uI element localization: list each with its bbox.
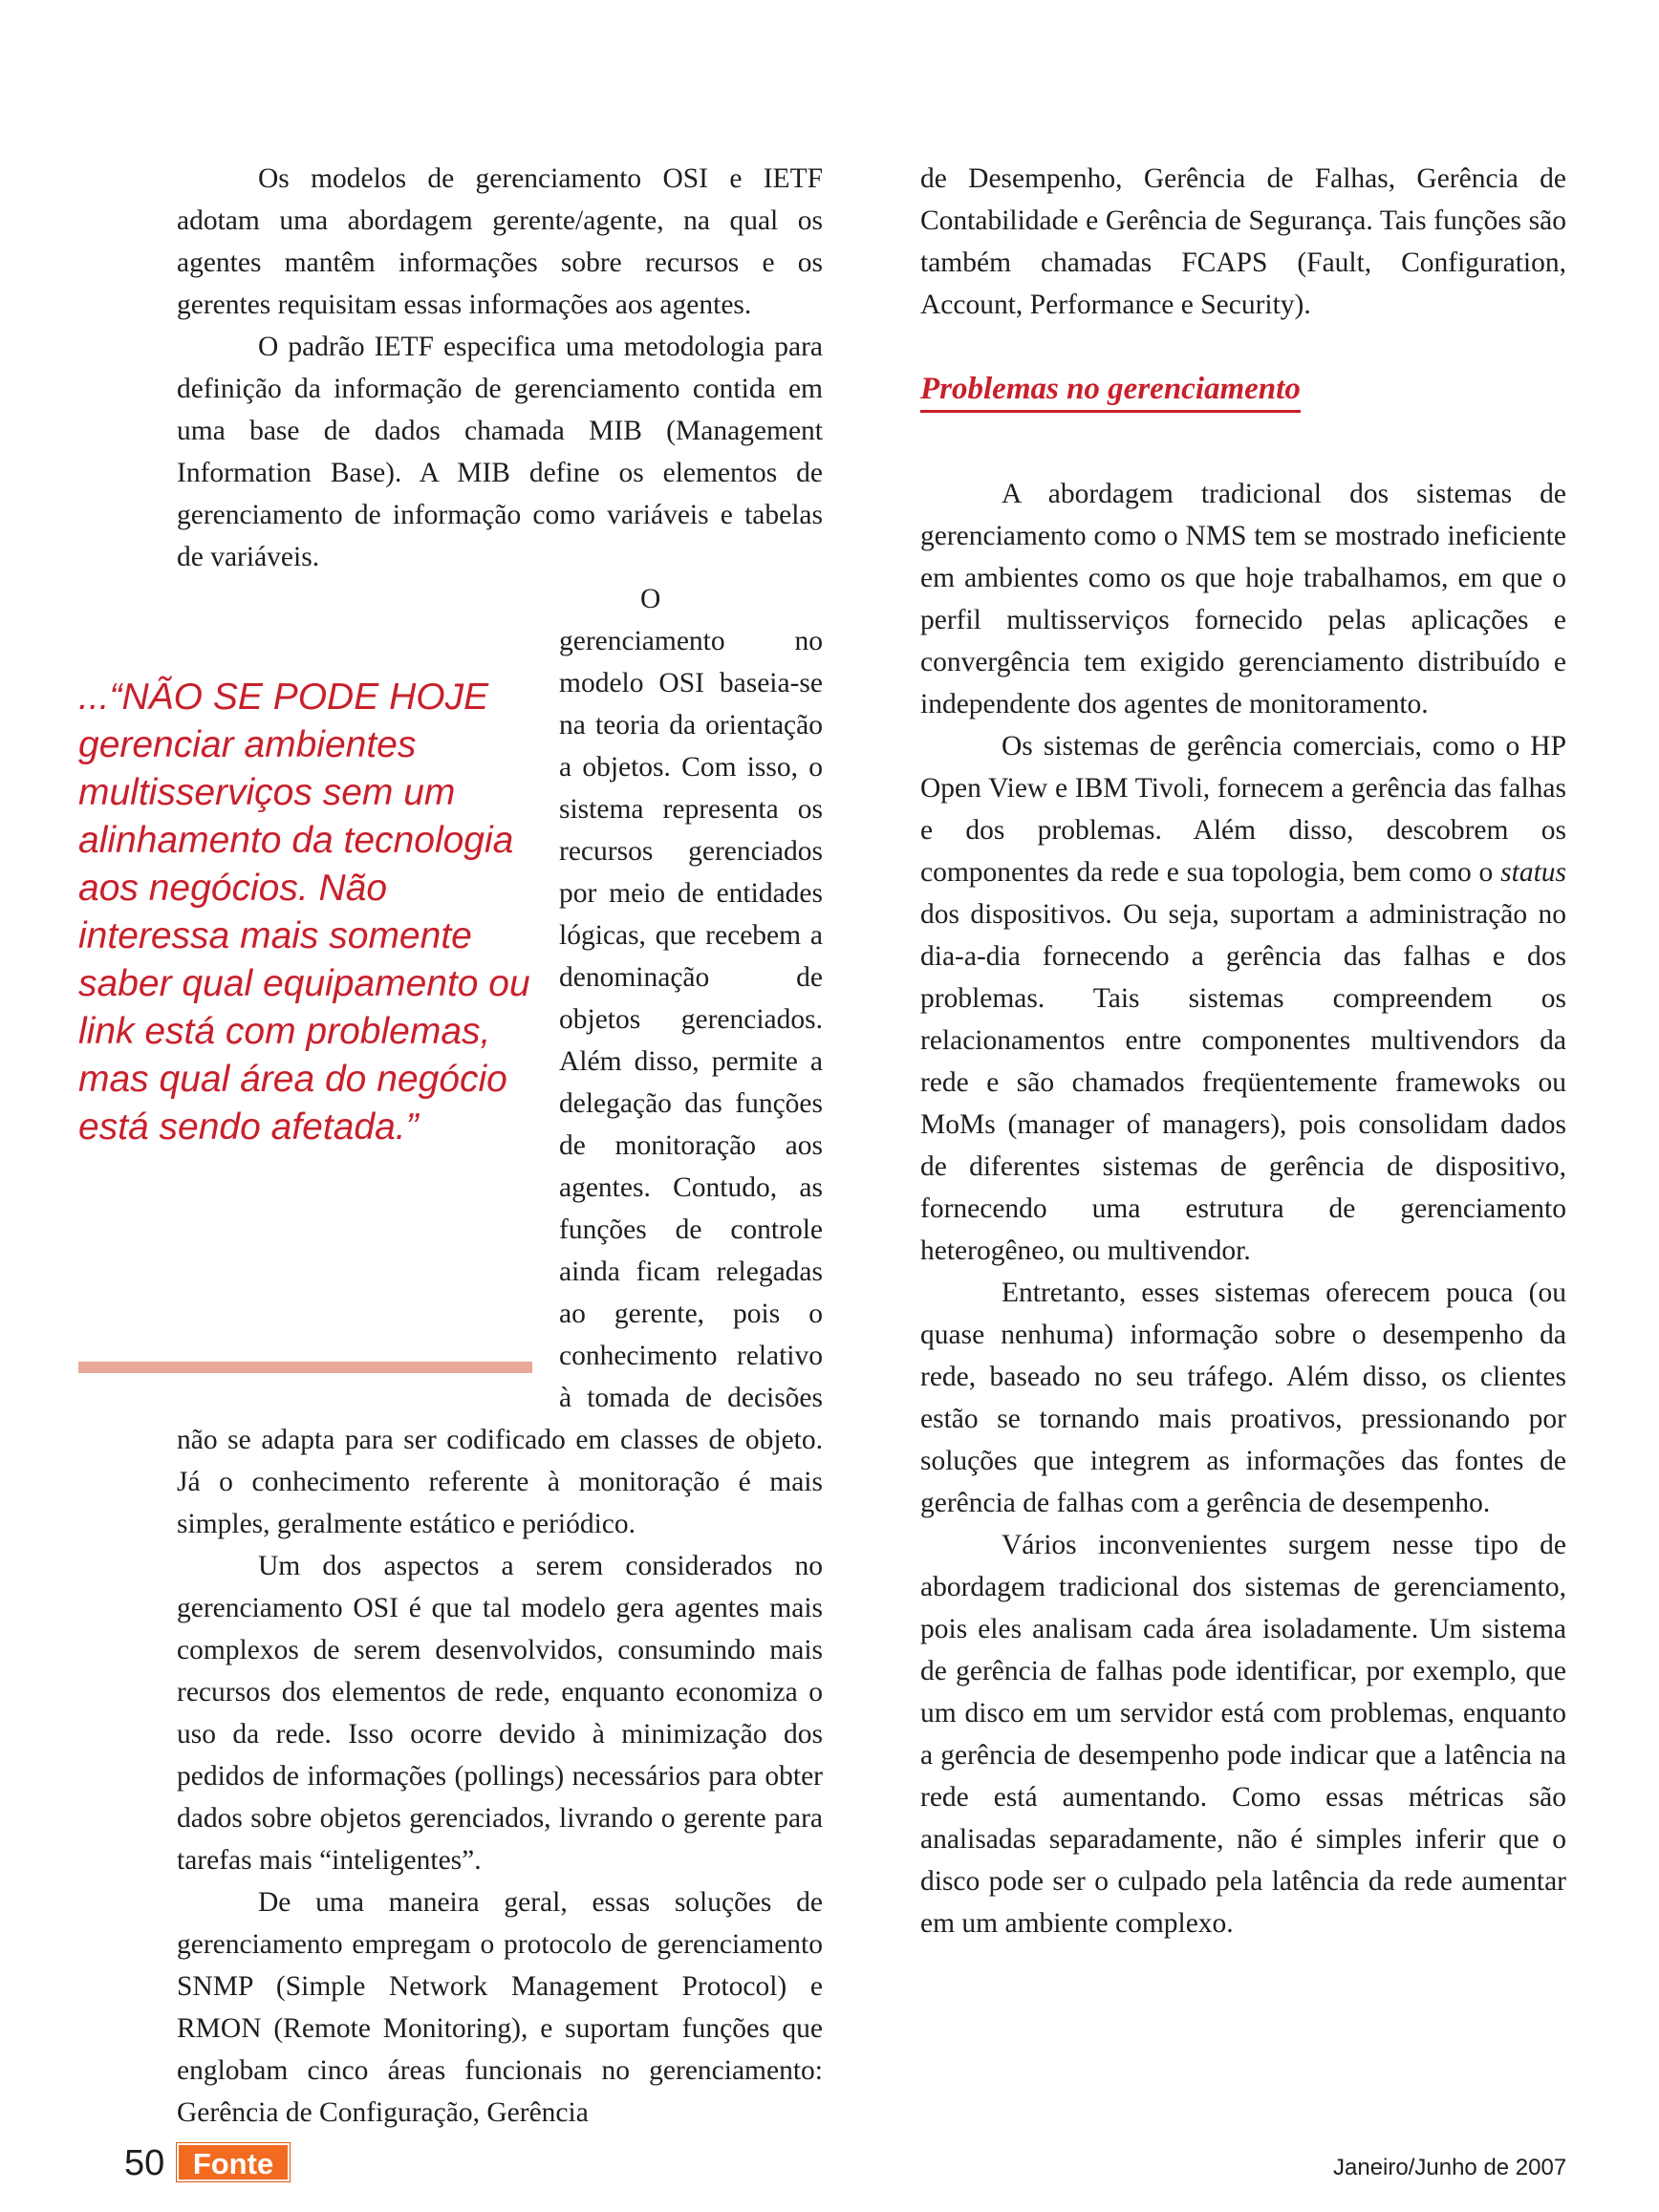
right-column xyxy=(920,158,1566,1944)
body-paragraph: Um dos aspectos a serem considerados no gerenciamento OSI é que tal modelo gera agentes mais complexos de serem desenvolvidos, consumindo mais recursos dos elementos de rede, enquanto economiza o uso da rede. Isso ocorre devido à minimização dos pedidos de informações (pollings) necessários para obter dados sobre objetos gerenciados, livrando o gerente para tarefas mais “inteligentes”. xyxy=(177,1551,823,1876)
body-paragraph: Vários inconvenientes surgem nesse tipo de abordagem tradicional dos sistemas de gerenciamento, pois eles analisam cada área isoladamente. Um sistema de gerência de falhas pode identificar, por exemplo, que um disco em um servidor está com problemas, enquanto a gerência de desempenho pode indicar que a latência na rede está aumentando. Como essas métricas são analisadas separadamente, não é simples inferir que o disco pode ser o culpado pela latência da rede aumentar em um ambiente complexo. xyxy=(920,1530,1566,1939)
body-paragraph-text: O gerenciamento no modelo OSI baseia-se na teoria da orientação a objetos. Com isso, o sistema representa os recursos gerenciados por meio de entidades lógicas, que recebem a denominação de objetos gerenciados. Além disso, permite a delegação das funções de monitoração aos agentes. Contudo, as funções de controle ainda ficam relegadas ao gerente, pois o conhecimento relativo à tomada de decisões não se adapta para ser codificado em classes de objeto. Já o conhecimento referente à monitoração é mais simples, geralmente estático e periódico. xyxy=(177,584,823,1539)
body-paragraph: O padrão IETF especifica uma metodologia para definição da informação de gerenciamento contida em uma base de dados chamada MIB (Management Information Base). A MIB define os elementos de gerenciamento de informação como variáveis e tabelas de variáveis. xyxy=(177,332,823,572)
paragraph-text: Os sistemas de gerência comerciais, como o HP Open View e IBM Tivoli, fornecem a gerência das falhas e dos problemas. Além disso, descobrem os componentes da rede e sua topologia, bem como o xyxy=(920,731,1566,888)
section-heading xyxy=(920,368,1566,410)
pull-quote-box xyxy=(78,578,532,1381)
body-paragraph: Os modelos de gerenciamento OSI e IETF adotam uma abordagem gerente/agente, na qual os agentes mantêm informações sobre recursos e os gerentes requisitam essas informações aos agentes. xyxy=(177,163,823,320)
left-column xyxy=(78,158,823,2134)
pull-quote-text: ...“NÃO SE PODE HOJE gerenciar ambientes multisserviços sem um alinhamento da tecnologia aos negócios. Não interessa mais somente saber qual equipamento ou link está com problemas, mas qual área do negócio está sendo afetada.” xyxy=(78,676,530,1148)
body-paragraph xyxy=(920,725,1566,1272)
body-paragraph xyxy=(78,578,823,1545)
issue-date: Janeiro/Junho de 2007 xyxy=(1333,2155,1567,2180)
body-paragraph: A abordagem tradicional dos sistemas de gerenciamento como o NMS tem se mostrado ineficiente em ambientes como os que hoje trabalhamos, em que o perfil multisserviços fornecido pelas aplicações e convergência tem exigido gerenciamento distribuído e independente dos agentes de monitoramento. xyxy=(920,479,1566,719)
paragraph-text: dos dispositivos. Ou seja, suportam a administração no dia-a-dia fornecendo a gerência das falhas e dos problemas. Tais sistemas compreendem os relacionamentos entre componentes multivendors da rede e são chamados freqüentemente framewoks ou MoMs (manager of managers), pois consolidam dados de diferentes sistemas de gerência de dispositivo, fornecendo uma estrutura de gerenciamento heterogêneo, ou multivendor. xyxy=(920,899,1566,1266)
pull-quote-rule xyxy=(78,1362,532,1373)
emphasis-text: status xyxy=(1500,857,1566,888)
magazine-logo: Fonte xyxy=(177,2143,290,2181)
body-paragraph: Entretanto, esses sistemas oferecem pouca (ou quase nenhuma) informação sobre o desempenho da rede, baseado no seu tráfego. Além disso, os clientes estão se tornando mais proativos, pressionando por soluções que integrem as informações das fontes de gerência de falhas com a gerência de desempenho. xyxy=(920,1278,1566,1518)
section-heading-text: Problemas no gerenciamento xyxy=(920,372,1301,413)
page-number: 50 xyxy=(124,2143,165,2183)
body-paragraph: de Desempenho, Gerência de Falhas, Gerência de Contabilidade e Gerência de Segurança. Tais funções são também chamadas FCAPS (Fault, Configuration, Account, Performance e Security). xyxy=(920,163,1566,320)
body-paragraph: De uma maneira geral, essas soluções de gerenciamento empregam o protocolo de gerenciamento SNMP (Simple Network Management Protocol) e RMON (Remote Monitoring), e suportam funções que englobam cinco áreas funcionais no gerenciamento: Gerência de Configuração, Gerência xyxy=(177,1887,823,2128)
